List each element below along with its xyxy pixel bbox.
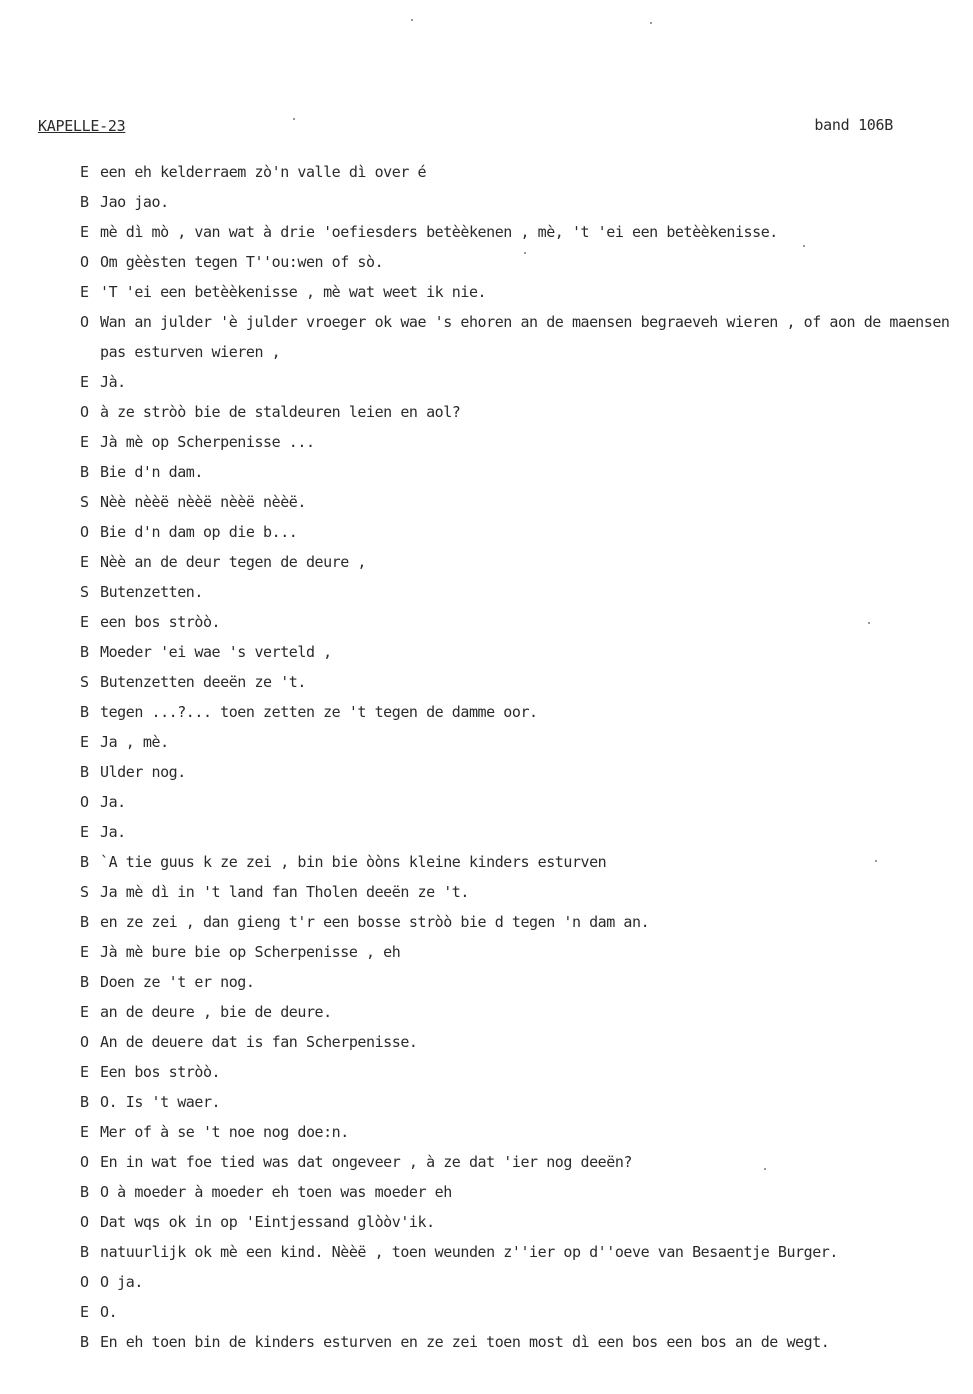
transcript-line — [80, 757, 970, 787]
utterance-text: een bos stròò. — [100, 613, 221, 631]
speaker-code: S — [80, 583, 89, 601]
scan-speck — [650, 22, 652, 24]
scan-speck — [293, 118, 295, 120]
speaker-code: E — [80, 943, 89, 961]
speaker-code: B — [80, 643, 89, 661]
utterance-text: Ja. — [100, 793, 126, 811]
speaker-code: B — [80, 1093, 89, 1111]
speaker-code: B — [80, 973, 89, 991]
utterance-text: O ja. — [100, 1273, 143, 1291]
transcript-line — [80, 637, 970, 667]
transcript-line — [80, 1087, 970, 1117]
utterance-text: à ze stròò bie de staldeuren leien en aol? — [100, 403, 461, 421]
utterance-text: En eh toen bin de kinders esturven en ze zei toen most dì een bos een bos an de wegt. — [100, 1333, 830, 1351]
transcript-line — [80, 907, 970, 937]
utterance-text: Ja , mè. — [100, 733, 169, 751]
speaker-code: O — [80, 793, 89, 811]
utterance-text: An de deuere dat is fan Scherpenisse. — [100, 1033, 418, 1051]
utterance-text: Jà. — [100, 373, 126, 391]
scan-speck — [524, 252, 526, 254]
speaker-code: E — [80, 433, 89, 451]
document-title: KAPELLE-23 — [38, 117, 126, 135]
transcript-line — [80, 997, 970, 1027]
transcript-line — [80, 187, 970, 217]
tape-label: band 106B — [814, 116, 893, 134]
speaker-code: E — [80, 283, 89, 301]
transcript-line — [80, 607, 970, 637]
speaker-code: B — [80, 853, 89, 871]
utterance-text: Jao jao. — [100, 193, 169, 211]
transcript-line — [80, 847, 970, 877]
utterance-text: `A tie guus k ze zei , bin bie òòns kleine kinders esturven — [100, 853, 607, 871]
utterance-text: en ze zei , dan gieng t'r een bosse stròò bie d tegen 'n dam an. — [100, 913, 650, 931]
transcript-line — [80, 817, 970, 847]
speaker-code: O — [80, 523, 89, 541]
speaker-code: B — [80, 463, 89, 481]
scan-speck — [875, 860, 877, 862]
utterance-text: Bie d'n dam op die b... — [100, 523, 298, 541]
speaker-code: E — [80, 1063, 89, 1081]
utterance-text: Moeder 'ei wae 's verteld , — [100, 643, 332, 661]
utterance-text: een eh kelderraem zò'n valle dì over é — [100, 163, 427, 181]
transcript-line — [80, 787, 970, 817]
speaker-code: B — [80, 763, 89, 781]
utterance-text: Nèè nèèë nèèë nèèë nèèë. — [100, 493, 306, 511]
transcript-line — [80, 487, 970, 517]
speaker-code: S — [80, 493, 89, 511]
speaker-code: S — [80, 883, 89, 901]
utterance-text: O. — [100, 1303, 118, 1321]
transcript-line — [80, 877, 970, 907]
utterance-text: Jà mè op Scherpenisse ... — [100, 433, 315, 451]
speaker-code: O — [80, 1273, 89, 1291]
speaker-code: O — [80, 1213, 89, 1231]
speaker-code: E — [80, 1123, 89, 1141]
utterance-text: O. Is 't waer. — [100, 1093, 221, 1111]
speaker-code: S — [80, 673, 89, 691]
transcript-line — [80, 1267, 970, 1297]
scan-speck — [868, 622, 870, 624]
transcript-line — [80, 457, 970, 487]
speaker-code: B — [80, 1183, 89, 1201]
speaker-code: B — [80, 1243, 89, 1261]
scan-speck — [764, 1168, 766, 1170]
utterance-text: Doen ze 't er nog. — [100, 973, 255, 991]
speaker-code: E — [80, 1303, 89, 1321]
utterance-text: natuurlijk ok mè een kind. Nèèë , toen weunden z''ier op d''oeve van Besaentje Burger. — [100, 1243, 838, 1261]
utterance-text: Nèè an de deur tegen de deure , — [100, 553, 367, 571]
transcript-line — [80, 577, 970, 607]
utterance-text: Mer of à se 't noe nog doe:n. — [100, 1123, 349, 1141]
speaker-code: E — [80, 553, 89, 571]
utterance-text: Jà mè bure bie op Scherpenisse , eh — [100, 943, 401, 961]
transcript-line — [80, 1057, 970, 1087]
transcript-line — [80, 967, 970, 997]
transcript-line — [80, 1177, 970, 1207]
scan-speck — [411, 19, 413, 21]
transcript-line — [80, 157, 970, 187]
transcript-line — [80, 937, 970, 967]
speaker-code: O — [80, 1033, 89, 1051]
speaker-code: O — [80, 403, 89, 421]
transcript-body — [80, 157, 970, 1357]
speaker-code: O — [80, 253, 89, 271]
transcript-line — [80, 1327, 970, 1357]
speaker-code: B — [80, 193, 89, 211]
utterance-text: mè dì mò , van wat à drie 'oefiesders betèèkenen , mè, 't 'ei een betèèkenisse. — [100, 223, 778, 241]
transcript-line — [80, 1027, 970, 1057]
speaker-code: O — [80, 313, 89, 331]
transcript-line — [80, 727, 970, 757]
utterance-text: Wan an julder 'è julder vroeger ok wae 's ehoren an de maensen begraeveh wieren , of aon de maensen pas esturven wieren , — [100, 313, 959, 361]
transcript-line — [80, 427, 970, 457]
transcript-line — [80, 1207, 970, 1237]
utterance-text: Dat wqs ok in op 'Eintjessand glòòv'ik. — [100, 1213, 435, 1231]
transcript-line — [80, 1117, 970, 1147]
speaker-code: O — [80, 1153, 89, 1171]
speaker-code: E — [80, 823, 89, 841]
transcript-line — [80, 1147, 970, 1177]
transcript-line — [80, 667, 970, 697]
speaker-code: E — [80, 613, 89, 631]
transcript-line — [80, 517, 970, 547]
transcript-line — [80, 367, 970, 397]
transcript-line — [80, 1237, 970, 1267]
utterance-text: Om gèèsten tegen T''ou:wen of sò. — [100, 253, 384, 271]
transcript-line — [80, 277, 970, 307]
speaker-code: E — [80, 163, 89, 181]
speaker-code: B — [80, 913, 89, 931]
speaker-code: E — [80, 1003, 89, 1021]
speaker-code: B — [80, 703, 89, 721]
utterance-text: Ja mè dì in 't land fan Tholen deeën ze 't. — [100, 883, 469, 901]
transcript-line — [80, 1297, 970, 1327]
scan-speck — [803, 245, 805, 247]
transcript-line — [80, 307, 970, 367]
utterance-text: Een bos stròò. — [100, 1063, 221, 1081]
transcript-line — [80, 697, 970, 727]
utterance-text: Butenzetten deeën ze 't. — [100, 673, 306, 691]
speaker-code: E — [80, 223, 89, 241]
utterance-text: 'T 'ei een betèèkenisse , mè wat weet ik nie. — [100, 283, 487, 301]
speaker-code: E — [80, 373, 89, 391]
transcript-line — [80, 217, 970, 247]
transcript-line — [80, 397, 970, 427]
utterance-text: Ja. — [100, 823, 126, 841]
utterance-text: En in wat foe tied was dat ongeveer , à ze dat 'ier nog deeën? — [100, 1153, 633, 1171]
utterance-text: Ulder nog. — [100, 763, 186, 781]
utterance-text: Bie d'n dam. — [100, 463, 203, 481]
utterance-text: O à moeder à moeder eh toen was moeder eh — [100, 1183, 452, 1201]
speaker-code: E — [80, 733, 89, 751]
utterance-text: an de deure , bie de deure. — [100, 1003, 332, 1021]
speaker-code: B — [80, 1333, 89, 1351]
utterance-text: Butenzetten. — [100, 583, 203, 601]
utterance-text: tegen ...?... toen zetten ze 't tegen de damme oor. — [100, 703, 538, 721]
transcript-line — [80, 547, 970, 577]
